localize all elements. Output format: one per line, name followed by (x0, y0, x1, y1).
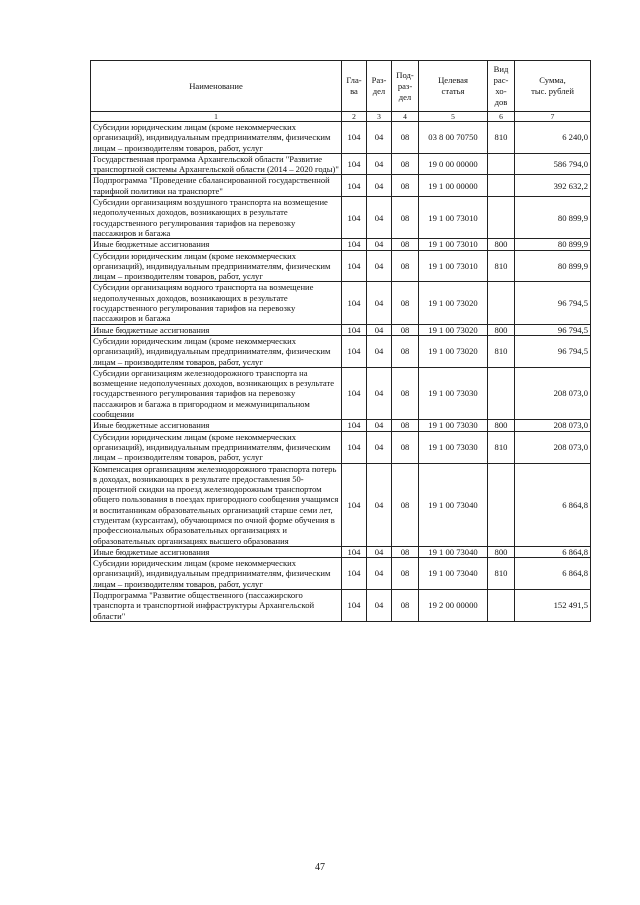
cell-glava: 104 (342, 324, 367, 335)
cell-glava: 104 (342, 239, 367, 250)
cell-name: Субсидии организациям водного транспорта на возмещение недополученных доходов, возникающих в результате государственного регулирования тарифов на перевозку пассажиров и багажа (91, 282, 342, 324)
cell-sum: 208 073,0 (515, 431, 591, 463)
cell-podrazdel: 08 (392, 324, 419, 335)
budget-table (90, 60, 591, 622)
cell-target-article: 19 1 00 73030 (419, 431, 488, 463)
cell-glava: 104 (342, 197, 367, 239)
cell-expense-type (488, 590, 515, 622)
header-podrazdel: Под- раз- дел (392, 61, 419, 112)
cell-sum: 208 073,0 (515, 420, 591, 431)
cell-glava: 104 (342, 175, 367, 197)
cell-razdel: 04 (367, 590, 392, 622)
cell-sum: 96 794,5 (515, 335, 591, 367)
cell-glava: 104 (342, 282, 367, 324)
table-row (91, 335, 591, 367)
column-numbers-row (91, 112, 591, 122)
cell-podrazdel: 08 (392, 282, 419, 324)
column-number: 3 (367, 112, 392, 122)
cell-razdel: 04 (367, 122, 392, 154)
cell-name: Субсидии юридическим лицам (кроме некоммерческих организаций), индивидуальным предпринимателям, физическим лицам – производителям товаров, работ, услуг (91, 122, 342, 154)
cell-name: Подпрограмма "Проведение сбалансированной государственной тарифной политики на транспорте" (91, 175, 342, 197)
cell-name: Субсидии юридическим лицам (кроме некоммерческих организаций), индивидуальным предпринимателям, физическим лицам – производителям товаров, работ, услуг (91, 250, 342, 282)
cell-target-article: 19 1 00 73020 (419, 282, 488, 324)
cell-sum: 152 491,5 (515, 590, 591, 622)
cell-target-article: 19 1 00 73040 (419, 546, 488, 557)
cell-sum: 6 864,8 (515, 558, 591, 590)
cell-sum: 96 794,5 (515, 282, 591, 324)
cell-expense-type: 800 (488, 239, 515, 250)
header-sum: Сумма, тыс. рублей (515, 61, 591, 112)
table-row (91, 590, 591, 622)
table-row (91, 282, 591, 324)
column-number: 7 (515, 112, 591, 122)
cell-expense-type: 800 (488, 546, 515, 557)
cell-razdel: 04 (367, 546, 392, 557)
cell-razdel: 04 (367, 420, 392, 431)
cell-razdel: 04 (367, 153, 392, 175)
cell-glava: 104 (342, 546, 367, 557)
column-number: 2 (342, 112, 367, 122)
cell-expense-type: 800 (488, 420, 515, 431)
header-razdel: Раз- дел (367, 61, 392, 112)
table-row (91, 367, 591, 419)
cell-target-article: 19 0 00 00000 (419, 153, 488, 175)
cell-name: Иные бюджетные ассигнования (91, 420, 342, 431)
cell-podrazdel: 08 (392, 175, 419, 197)
table-row (91, 546, 591, 557)
cell-sum: 208 073,0 (515, 367, 591, 419)
cell-name: Государственная программа Архангельской области "Развитие транспортной системы Архангельской области (2014 – 2020 годы)" (91, 153, 342, 175)
cell-podrazdel: 08 (392, 122, 419, 154)
cell-name: Субсидии юридическим лицам (кроме некоммерческих организаций), индивидуальным предпринимателям, физическим лицам – производителям товаров, работ, услуг (91, 335, 342, 367)
table-row (91, 122, 591, 154)
column-number: 6 (488, 112, 515, 122)
cell-podrazdel: 08 (392, 250, 419, 282)
cell-name: Иные бюджетные ассигнования (91, 239, 342, 250)
cell-sum: 392 632,2 (515, 175, 591, 197)
cell-expense-type (488, 463, 515, 546)
cell-glava: 104 (342, 367, 367, 419)
cell-target-article: 19 1 00 00000 (419, 175, 488, 197)
cell-glava: 104 (342, 335, 367, 367)
column-number: 5 (419, 112, 488, 122)
cell-glava: 104 (342, 420, 367, 431)
cell-target-article: 19 1 00 73010 (419, 197, 488, 239)
cell-name: Субсидии юридическим лицам (кроме некоммерческих организаций), индивидуальным предпринимателям, физическим лицам – производителям товаров, работ, услуг (91, 558, 342, 590)
cell-glava: 104 (342, 250, 367, 282)
cell-razdel: 04 (367, 324, 392, 335)
cell-podrazdel: 08 (392, 546, 419, 557)
cell-expense-type (488, 367, 515, 419)
cell-expense-type (488, 153, 515, 175)
cell-expense-type (488, 282, 515, 324)
cell-podrazdel: 08 (392, 463, 419, 546)
table-row (91, 324, 591, 335)
cell-expense-type: 810 (488, 558, 515, 590)
cell-razdel: 04 (367, 239, 392, 250)
cell-expense-type: 810 (488, 431, 515, 463)
header-expense-type: Вид рас- хо- дов (488, 61, 515, 112)
cell-sum: 6 864,8 (515, 463, 591, 546)
table-row (91, 239, 591, 250)
table-row (91, 197, 591, 239)
cell-expense-type: 810 (488, 250, 515, 282)
cell-target-article: 19 1 00 73030 (419, 420, 488, 431)
header-target-article: Целевая статья (419, 61, 488, 112)
cell-name: Иные бюджетные ассигнования (91, 324, 342, 335)
cell-target-article: 19 2 00 00000 (419, 590, 488, 622)
cell-target-article: 03 8 00 70750 (419, 122, 488, 154)
cell-podrazdel: 08 (392, 420, 419, 431)
cell-name: Субсидии юридическим лицам (кроме некоммерческих организаций), индивидуальным предпринимателям, физическим лицам – производителям товаров, работ, услуг (91, 431, 342, 463)
cell-razdel: 04 (367, 197, 392, 239)
cell-razdel: 04 (367, 431, 392, 463)
cell-name: Субсидии организациям воздушного транспорта на возмещение недополученных доходов, возникающих в результате государственного регулирования тарифов на перевозку пассажиров и багажа (91, 197, 342, 239)
cell-razdel: 04 (367, 463, 392, 546)
cell-target-article: 19 1 00 73010 (419, 239, 488, 250)
table-row (91, 558, 591, 590)
cell-podrazdel: 08 (392, 153, 419, 175)
cell-target-article: 19 1 00 73040 (419, 463, 488, 546)
cell-razdel: 04 (367, 175, 392, 197)
cell-expense-type: 810 (488, 335, 515, 367)
cell-expense-type: 800 (488, 324, 515, 335)
table-row (91, 431, 591, 463)
cell-podrazdel: 08 (392, 197, 419, 239)
table-row (91, 175, 591, 197)
cell-podrazdel: 08 (392, 239, 419, 250)
cell-razdel: 04 (367, 250, 392, 282)
cell-glava: 104 (342, 153, 367, 175)
cell-sum: 80 899,9 (515, 197, 591, 239)
cell-target-article: 19 1 00 73040 (419, 558, 488, 590)
table-row (91, 463, 591, 546)
table-row (91, 250, 591, 282)
cell-name: Субсидии организациям железнодорожного транспорта на возмещение недополученных доходов, возникающих в результате государственного регулирования тарифов на перевозку пассажиров и багажа в пригородном и межмуниципальном сообщении (91, 367, 342, 419)
cell-sum: 6 864,8 (515, 546, 591, 557)
cell-expense-type: 810 (488, 122, 515, 154)
cell-glava: 104 (342, 463, 367, 546)
cell-podrazdel: 08 (392, 367, 419, 419)
cell-glava: 104 (342, 558, 367, 590)
cell-sum: 96 794,5 (515, 324, 591, 335)
cell-podrazdel: 08 (392, 431, 419, 463)
cell-razdel: 04 (367, 335, 392, 367)
cell-name: Иные бюджетные ассигнования (91, 546, 342, 557)
cell-target-article: 19 1 00 73020 (419, 324, 488, 335)
table-row (91, 420, 591, 431)
column-number: 1 (91, 112, 342, 122)
cell-sum: 80 899,9 (515, 239, 591, 250)
table-header-row (91, 61, 591, 112)
cell-expense-type (488, 175, 515, 197)
header-glava: Гла- ва (342, 61, 367, 112)
page-number: 47 (315, 862, 325, 873)
column-number: 4 (392, 112, 419, 122)
cell-target-article: 19 1 00 73020 (419, 335, 488, 367)
cell-glava: 104 (342, 431, 367, 463)
cell-razdel: 04 (367, 558, 392, 590)
header-name: Наименование (91, 61, 342, 112)
cell-glava: 104 (342, 122, 367, 154)
cell-glava: 104 (342, 590, 367, 622)
cell-name: Компенсация организациям железнодорожного транспорта потерь в доходах, возникающих в результате предоставления 50-процентной скидки на проезд железнодорожным транспортом общего пользования в поездах пригородного сообщения учащимся и воспитанникам образовательных организаций старше семи лет, студентам (курсантам), обучающимся по очной форме обучения в профессиональных образовательных организациях и образовательных организациях высшего образования (91, 463, 342, 546)
cell-podrazdel: 08 (392, 590, 419, 622)
cell-razdel: 04 (367, 282, 392, 324)
cell-target-article: 19 1 00 73010 (419, 250, 488, 282)
table-row (91, 153, 591, 175)
cell-razdel: 04 (367, 367, 392, 419)
cell-target-article: 19 1 00 73030 (419, 367, 488, 419)
cell-sum: 80 899,9 (515, 250, 591, 282)
cell-podrazdel: 08 (392, 558, 419, 590)
cell-name: Подпрограмма "Развитие общественного (пассажирского транспорта и транспортной инфраструктуры Архангельской области" (91, 590, 342, 622)
cell-podrazdel: 08 (392, 335, 419, 367)
cell-sum: 6 240,0 (515, 122, 591, 154)
cell-sum: 586 794,0 (515, 153, 591, 175)
cell-expense-type (488, 197, 515, 239)
